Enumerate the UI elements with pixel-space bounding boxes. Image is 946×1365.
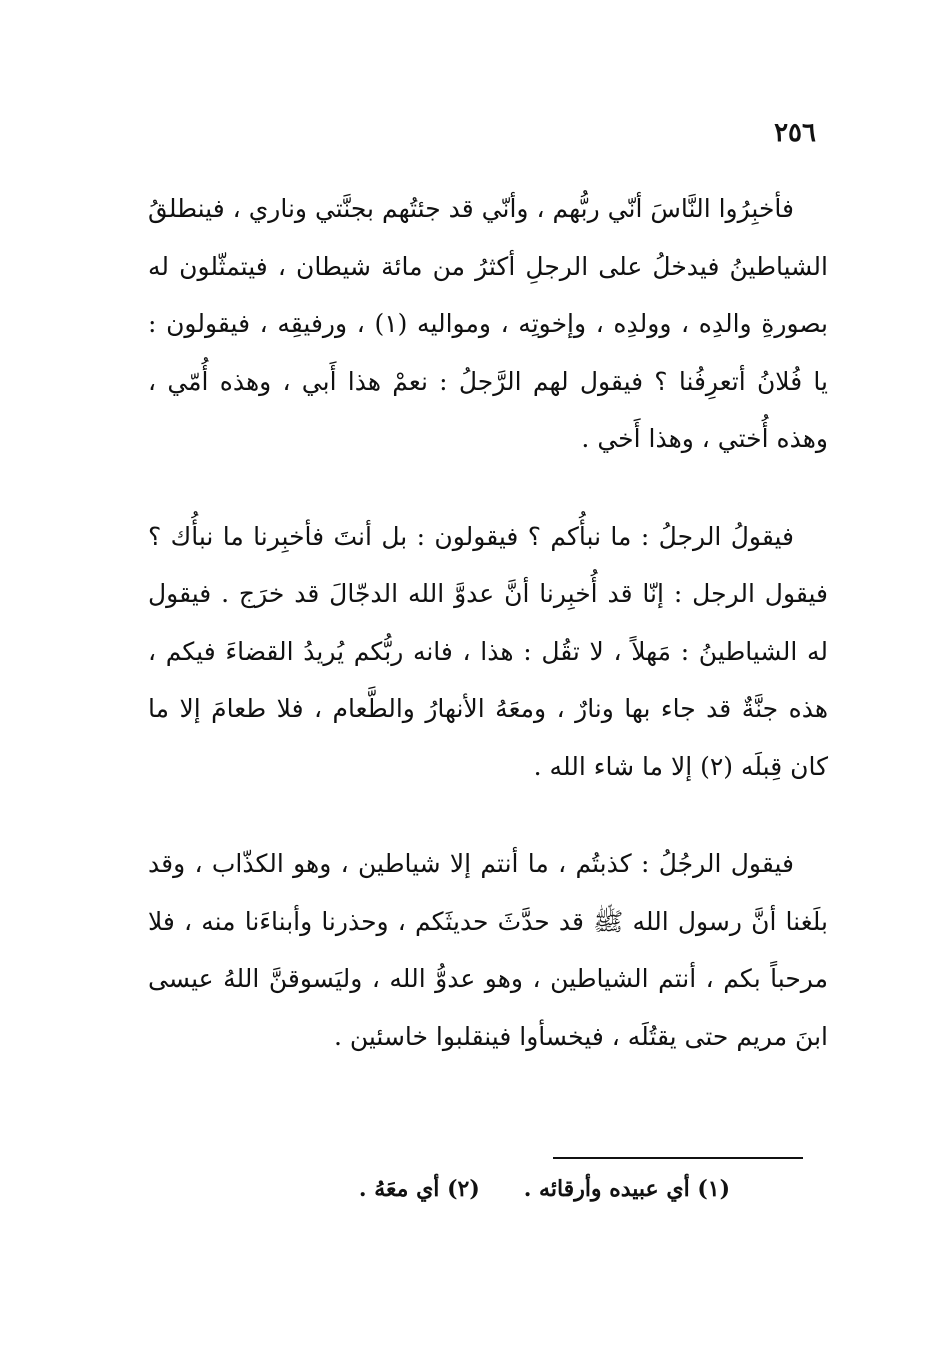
body-text	[148, 180, 828, 1065]
paragraph-2	[148, 508, 828, 796]
footnote-1: (١) أي عبيده وأرقائه .	[523, 1176, 730, 1202]
paragraph-1	[148, 180, 828, 468]
footnote-2: (٢) أي معَهُ .	[358, 1176, 480, 1202]
paragraph-2-text: فيقولُ الرجلُ : ما نبأُكم ؟ فيقولون : بل أنتَ فأخبِرنا ما نبأُك ؟ فيقول الرجل : إنّا قد أُخبِرنا أنَّ عدوَّ الله الدجّالَ قد خرَج . فيقول له الشياطينُ : مَهلاً ، لا تقُل : هذا ، فانه ربُّكم يُريدُ القضاءَ فيكم ، هذه جنَّةٌ قد جاء بها ونارٌ ، ومعَهُ الأنهارُ والطَّعام ، فلا طعامَ إلا ما كان قِبلَه (٢) إلا ما شاء الله .	[148, 521, 828, 781]
paragraph-3-text: فيقول الرجُلُ : كذبتُم ، ما أنتم إلا شياطين ، وهو الكذّاب ، وقد بلَغنا أنَّ رسول الله ﷺ قد حدَّثَ حديثَكم ، وحذرنا وأبناءَنا منه ، فلا مرحباً بكم ، أنتم الشياطين ، وهو عدوُّ الله ، وليَسوقنَّ اللهُ عيسى ابنَ مريم حتى يقتُلَه ، فيخسأوا فينقلبوا خاسئين .	[148, 849, 828, 1051]
paragraph-3	[148, 835, 828, 1065]
footnote-divider	[553, 1157, 803, 1159]
page-number: ٢٥٦	[774, 118, 816, 148]
footnotes	[359, 1176, 730, 1202]
paragraph-1-text: فأخبِرُوا النَّاسَ أنّي ربُّهم ، وأنّي قد جئتُهم بجنَّتي وناري ، فينطلقُ الشياطينُ فيدخلُ على الرجلِ أكثرُ من مائة شيطان ، فيتمثّلون له بصورةِ والدِه ، وولدِه ، وإخوتِه ، ومواليه (١) ، ورفيقِه ، فيقولون : يا فُلانُ أتعرِفُنا ؟ فيقول لهم الرَّجلُ : نعمْ هذا أَبي ، وهذه أُمّي ، وهذه أُختي ، وهذا أَخي .	[148, 194, 828, 453]
